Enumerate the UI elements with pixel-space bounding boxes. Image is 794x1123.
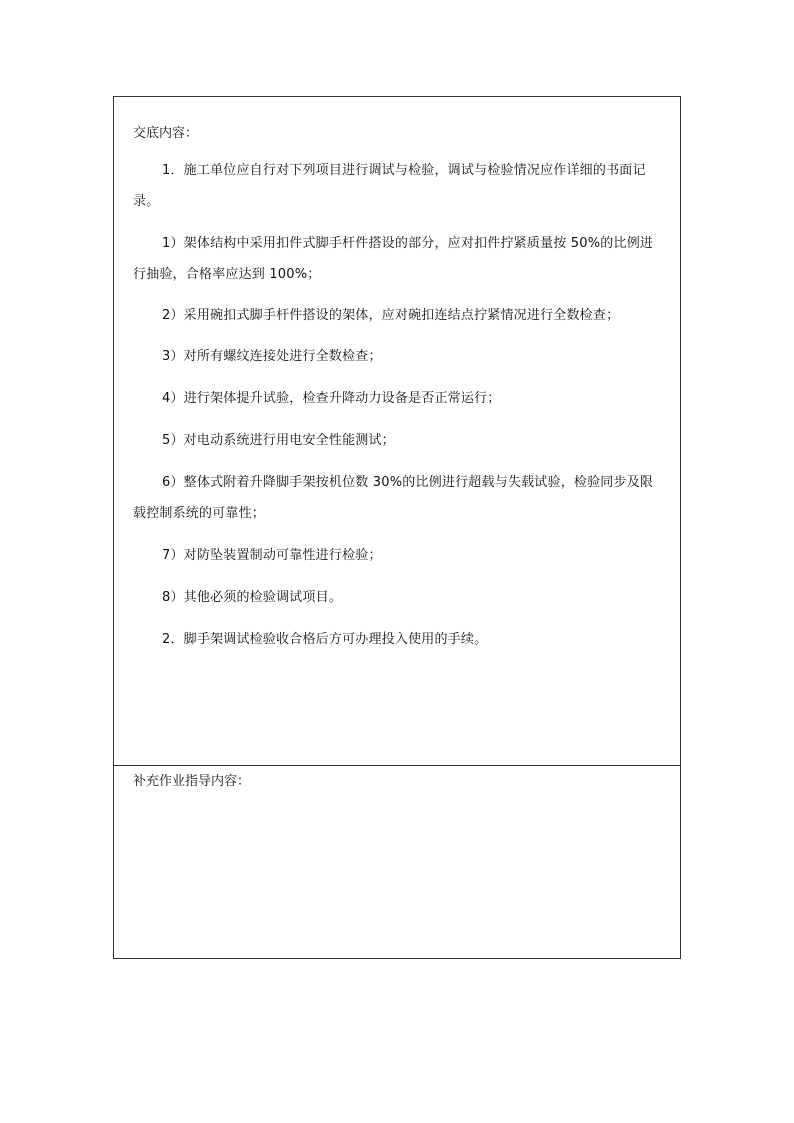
paragraph-sub-4: 4）进行架体提升试验，检查升降动力设备是否正常运行；	[162, 391, 501, 406]
disclosure-form-table	[113, 96, 681, 959]
paragraph-sub-3: 3）对所有螺纹连接处进行全数检查；	[162, 349, 382, 364]
paragraph-sub-1: 1）架体结构中采用扣件式脚手杆件搭设的部分，应对扣件拧紧质量按 50%的比例进行抽验，合格率应达到 100%；	[133, 236, 654, 282]
paragraph-item-1: 1．施工单位应自行对下列项目进行调试与检验，调试与检验情况应作详细的书面记录。	[133, 163, 646, 209]
paragraph-sub-7: 7）对防坠装置制动可靠性进行检验；	[162, 548, 382, 563]
supplementary-guidance-label: 补充作业指导内容：	[133, 774, 251, 789]
disclosure-content-label: 交底内容：	[133, 126, 199, 141]
paragraph-sub-2: 2）采用碗扣式脚手杆件搭设的架体，应对碗扣连结点拧紧情况进行全数检查；	[162, 308, 620, 323]
paragraph-item-2: 2．脚手架调试检验收合格后方可办理投入使用的手续。	[162, 632, 488, 647]
supplementary-guidance-section	[114, 766, 680, 959]
paragraph-sub-5: 5）对电动系统进行用电安全性能测试；	[162, 433, 395, 448]
paragraph-sub-6: 6）整体式附着升降脚手架按机位数 30%的比例进行超载与失载试验，检验同步及限载控制系统的可靠性；	[133, 475, 654, 521]
paragraph-sub-8: 8）其他必须的检验调试项目。	[162, 590, 343, 605]
disclosure-content-section	[114, 97, 680, 766]
